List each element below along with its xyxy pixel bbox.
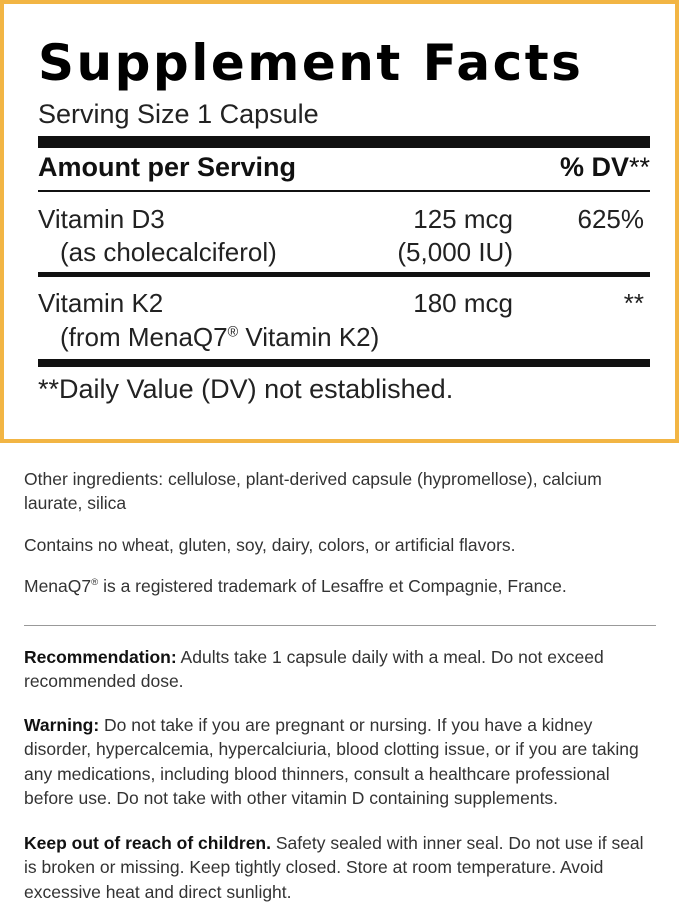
warning: Warning: Do not take if you are pregnant or nursing. If you have a kidney disorder, hypercalcemia, hypercalciuria, blood clotting issue, or if you are taking any medications, including blood thinners, consult a healthcare professional before use. Do not take with other vitamin D containing supplements. — [24, 715, 639, 809]
amount-per-serving-header: Amount per Serving — [38, 152, 297, 182]
nutrient-name-vitamin-k2: Vitamin K2 — [38, 288, 164, 318]
keep-out-label: Keep out of reach of children. — [24, 833, 271, 853]
supplement-facts-panel — [30, 30, 661, 416]
recommendation: Recommendation: Adults take 1 capsule daily with a meal. Do not exceed recommended dose. — [24, 647, 604, 692]
supplement-facts-frame — [0, 0, 679, 443]
nutrient-name-vitamin-d3: Vitamin D3 — [38, 204, 165, 234]
table-bottom-rule — [38, 359, 650, 367]
row-rule — [38, 272, 650, 277]
other-ingredients: Other ingredients: cellulose, plant-derived capsule (hypromellose), calcium laurate, silica — [24, 469, 602, 514]
section-divider — [24, 625, 656, 626]
nutrient-amount-vitamin-d3: 125 mcg — [413, 204, 513, 234]
trademark-notice: MenaQ7® is a registered trademark of Lesaffre et Compagnie, France. — [24, 576, 567, 596]
facts-title: Supplement Facts — [38, 34, 584, 92]
thick-rule — [38, 136, 650, 148]
nutrient-dv-vitamin-d3: 625% — [577, 204, 644, 234]
keep-out-of-reach: Keep out of reach of children. Safety sealed with inner seal. Do not use if seal is broken or missing. Keep tightly closed. Store at room temperature. Avoid excessive heat and direct sunlight. — [24, 833, 644, 902]
daily-value-header — [560, 148, 650, 186]
nutrient-source-vitamin-k2: (from MenaQ7® Vitamin K2) — [60, 322, 380, 352]
daily-value-label: % DV — [559, 152, 629, 182]
daily-value-marker: ** — [628, 152, 650, 182]
serving-size: Serving Size 1 Capsule — [38, 99, 319, 129]
header-rule — [38, 190, 650, 192]
allergen-statement: Contains no wheat, gluten, soy, dairy, colors, or artificial flavors. — [24, 535, 516, 555]
nutrient-source-vitamin-d3: (as cholecalciferol) — [60, 237, 277, 267]
recommendation-label: Recommendation: — [24, 647, 177, 667]
warning-label: Warning: — [24, 715, 100, 735]
nutrient-amount-vitamin-k2: 180 mcg — [413, 288, 513, 318]
dv-footnote: **Daily Value (DV) not established. — [38, 374, 454, 404]
nutrient-dv-vitamin-k2: ** — [623, 288, 644, 318]
nutrient-amount-iu-vitamin-d3: (5,000 IU) — [397, 237, 513, 267]
